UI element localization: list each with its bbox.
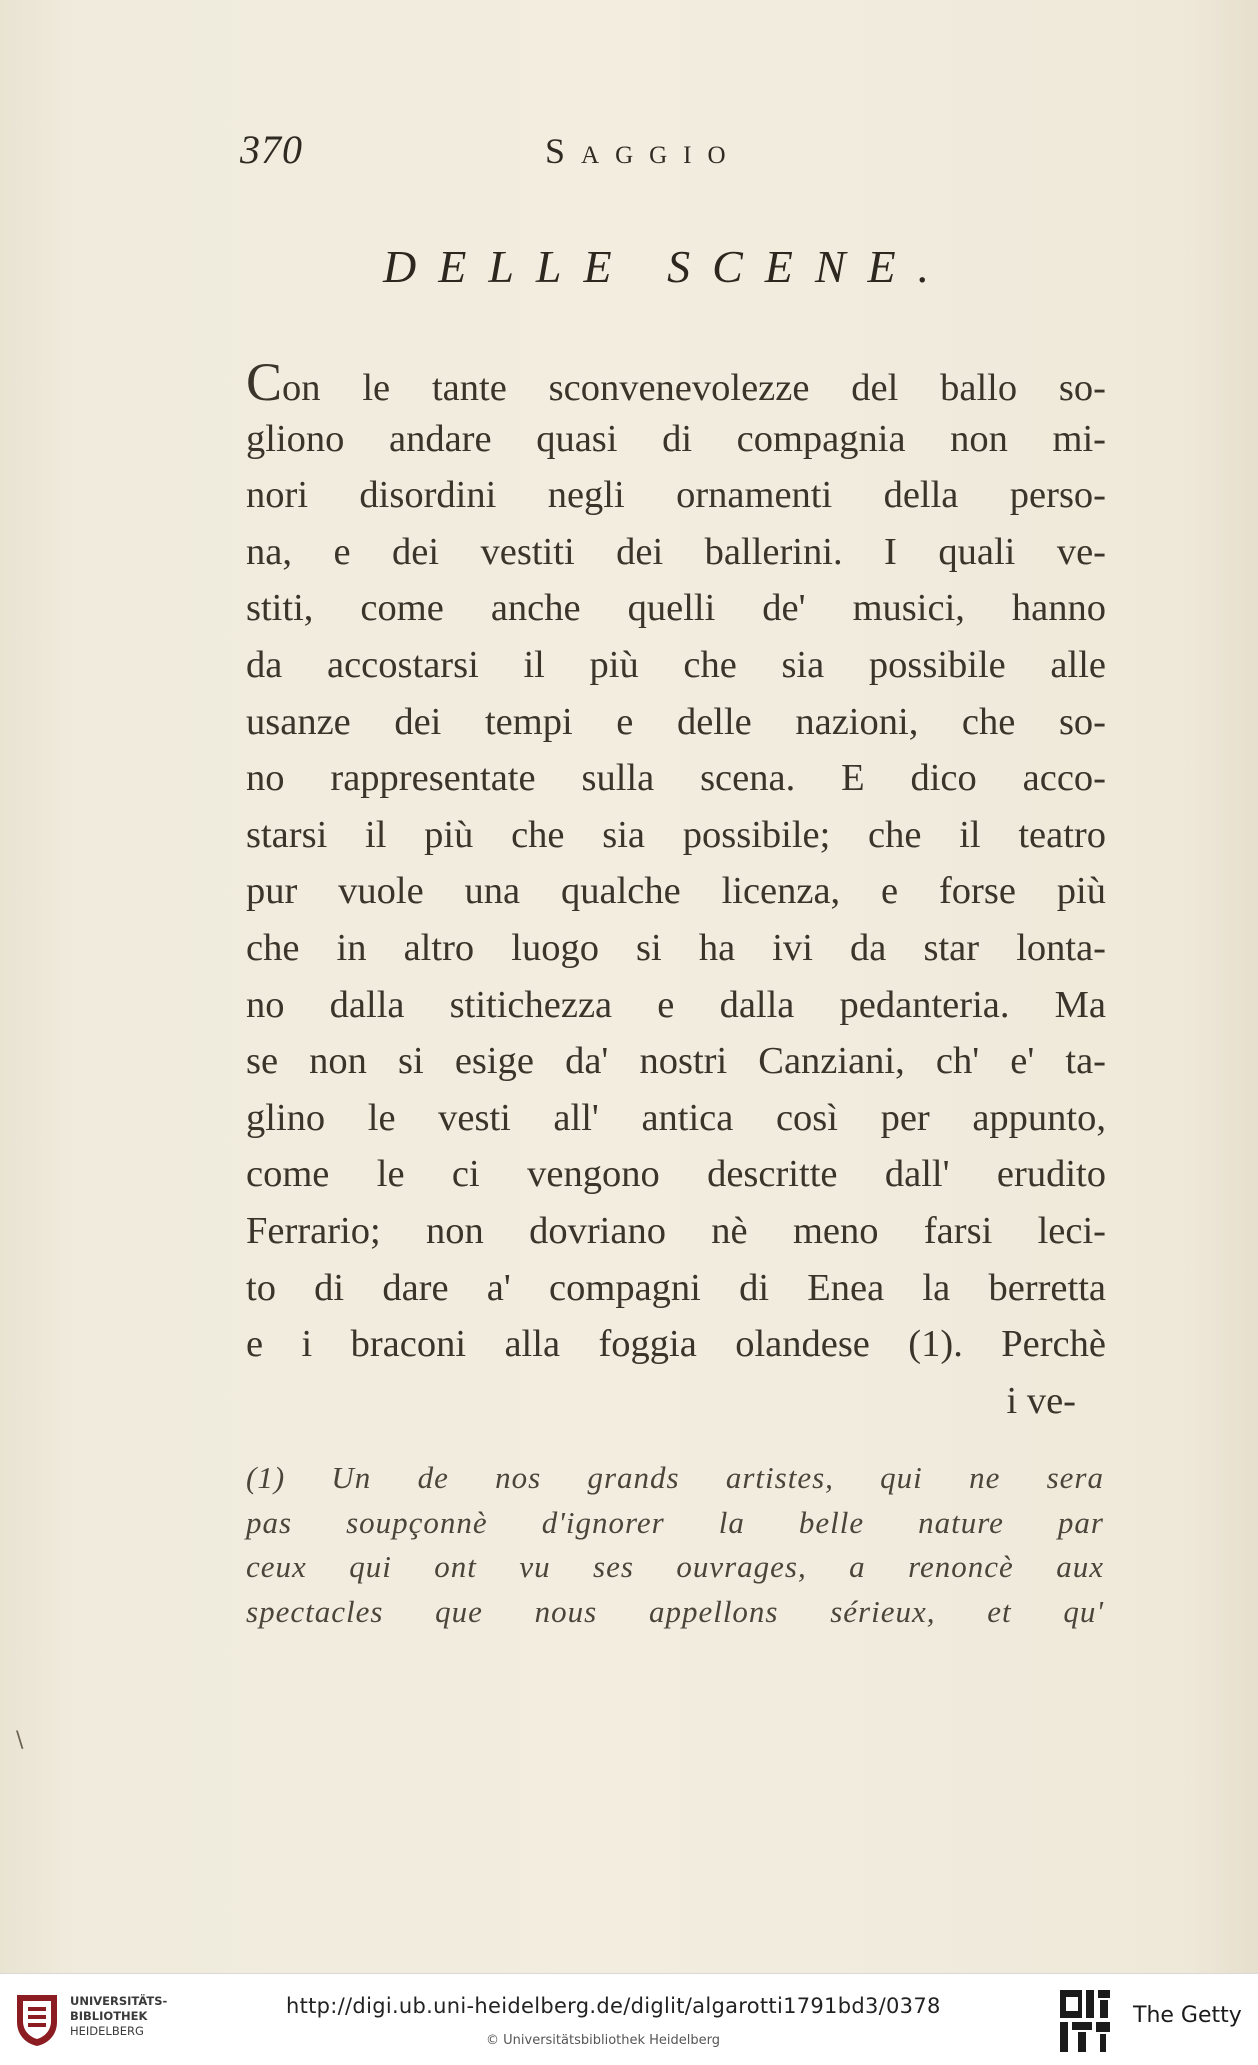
footnote-line: pas soupçonnè d'ignorer la belle nature par xyxy=(246,1504,1104,1540)
chapter-title: DELLE SCENE. xyxy=(383,241,952,292)
text-line: pur vuole una qualche licenza, e forse più xyxy=(246,870,1106,913)
library-name-line: HEIDELBERG xyxy=(70,2024,144,2038)
library-name-line: UNIVERSITÄTS- xyxy=(70,1994,168,2008)
footer-bar xyxy=(0,1973,1258,2065)
text-line: se non si esige da' nostri Canziani, ch' e' ta- xyxy=(246,1040,1106,1083)
text-line: e i braconi alla foggia olandese (1). Perchè xyxy=(246,1323,1106,1366)
page-header xyxy=(240,126,820,186)
getty-logo-icon xyxy=(1058,1988,1112,2054)
footnote-line: spectacles que nous appellons sérieux, et qu' xyxy=(246,1593,1104,1629)
page-number: 370 xyxy=(240,127,303,172)
text-line: nori disordini negli ornamenti della perso- xyxy=(246,474,1106,517)
text-line: gliono andare quasi di compagnia non mi- xyxy=(246,417,1106,460)
text-line: no dalla stitichezza e dalla pedanteria. Ma xyxy=(246,983,1106,1026)
text-line: Con le tante sconvenevolezze del ballo so- xyxy=(246,352,1106,412)
text-line: usanze dei tempi e delle nazioni, che so- xyxy=(246,700,1106,743)
text-line: no rappresentate sulla scena. E dico acco- xyxy=(246,757,1106,800)
footnote-line: ceux qui ont vu ses ouvrages, a renoncè aux xyxy=(246,1549,1104,1584)
text-line: stiti, come anche quelli de' musici, hanno xyxy=(246,587,1106,630)
text-line: glino le vesti all' antica così per appunto, xyxy=(246,1096,1106,1139)
stray-ink-mark: \ xyxy=(16,1728,24,1753)
footnote xyxy=(246,1456,1104,1634)
body-text xyxy=(246,354,1106,1429)
text-line: to di dare a' compagni di Enea la berretta xyxy=(246,1266,1106,1309)
library-name xyxy=(70,1994,167,2039)
catchword: i ve- xyxy=(1006,1379,1076,1422)
text-line: starsi il più che sia possibile; che il teatro xyxy=(246,813,1106,856)
text-line: Ferrario; non dovriano nè meno farsi leci- xyxy=(246,1209,1106,1252)
text-line: che in altro luogo si ha ivi da star lonta- xyxy=(246,926,1106,969)
permalink-url[interactable]: http://digi.ub.uni-heidelberg.de/diglit/algarotti1791bd3/0378 xyxy=(286,1994,941,2018)
university-seal-icon xyxy=(14,1992,60,2048)
copyright-notice: © Universitätsbibliothek Heidelberg xyxy=(486,2033,721,2048)
partner-name: The Getty xyxy=(1133,2003,1242,2028)
text-line: na, e dei vestiti dei ballerini. I quali ve- xyxy=(246,530,1106,573)
footnote-line: (1) Un de nos grands artistes, qui ne sera xyxy=(246,1460,1104,1495)
text-line: come le ci vengono descritte dall' erudito xyxy=(246,1153,1106,1196)
running-head: Saggio xyxy=(545,131,742,171)
text-line: da accostarsi il più che sia possibile alle xyxy=(246,643,1106,686)
library-name-line: BIBLIOTHEK xyxy=(70,2009,148,2023)
